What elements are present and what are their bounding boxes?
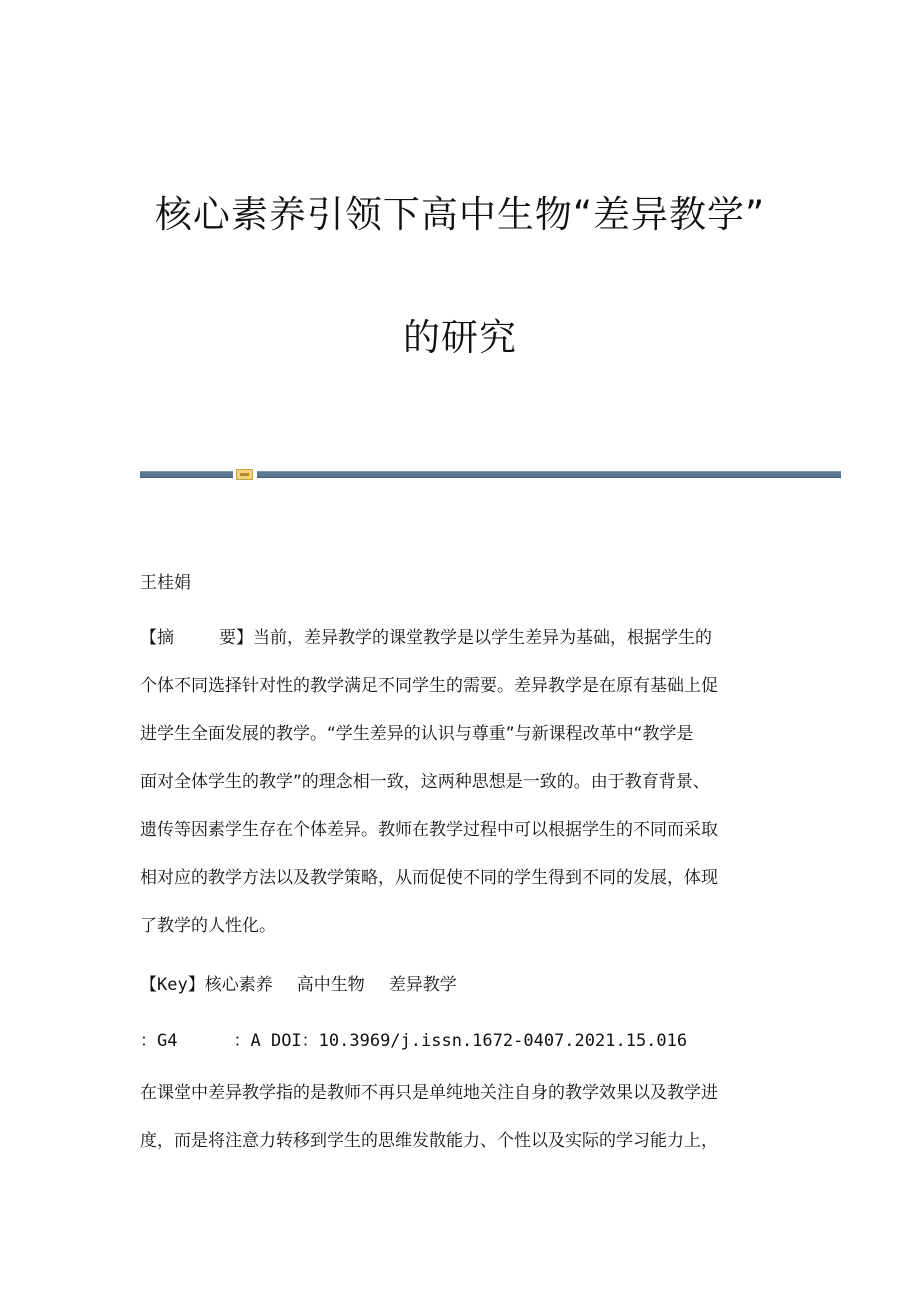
abstract bbox=[140, 614, 772, 950]
body-text bbox=[140, 1069, 772, 1165]
abstract-line-7: 了教学的人性化。 bbox=[140, 916, 276, 936]
doc-code-and-doi: ：A DOI：10.3969/j.issn.1672-0407.2021.15.016 bbox=[233, 1031, 688, 1051]
divider-rule-right bbox=[257, 471, 841, 478]
keywords-label: 【Key】 bbox=[140, 975, 205, 995]
clc-number: ：G4 bbox=[140, 1031, 178, 1051]
abstract-line-4: 面对全体学生的教学”的理念相一致，这两种思想是一致的。由于教育背景、 bbox=[140, 772, 710, 792]
body-line-2: 度，而是将注意力转移到学生的思维发散能力、个性以及实际的学习能力上， bbox=[140, 1131, 718, 1151]
divider-ornament-icon bbox=[236, 469, 253, 480]
author-name: 王桂娟 bbox=[140, 573, 191, 593]
abstract-line-1: 【摘 要】当前，差异教学的课堂教学是以学生差异为基础，根据学生的 bbox=[140, 628, 712, 648]
keyword-2: 高中生物 bbox=[296, 975, 365, 995]
abstract-label-open: 【摘 bbox=[140, 628, 174, 648]
keyword-1: 核心素养 bbox=[204, 975, 273, 995]
abstract-line-6: 相对应的教学方法以及教学策略，从而促使不同的学生得到不同的发展，体现 bbox=[140, 868, 718, 888]
keyword-3: 差异教学 bbox=[388, 975, 457, 995]
abstract-line-5: 遗传等因素学生存在个体差异。教师在教学过程中可以根据学生的不同而采取 bbox=[140, 820, 718, 840]
abstract-line-3: 进学生全面发展的教学。“学生差异的认识与尊重”与新课程改革中“教学是 bbox=[140, 724, 694, 744]
keywords bbox=[140, 970, 457, 995]
classification-line bbox=[140, 1026, 687, 1051]
paper-title-line-2: 的研究 bbox=[403, 316, 517, 359]
abstract-label-close: 要】 bbox=[219, 628, 253, 648]
divider-rule-left bbox=[140, 471, 233, 478]
body-line-1: 在课堂中差异教学指的是教师不再只是单纯地关注自身的教学效果以及教学进 bbox=[140, 1083, 718, 1103]
paper-title-line-1: 核心素养引领下高中生物“差异教学” bbox=[154, 193, 766, 236]
abstract-line-2: 个体不同选择针对性的教学满足不同学生的需要。差异教学是在原有基础上促 bbox=[140, 676, 718, 696]
